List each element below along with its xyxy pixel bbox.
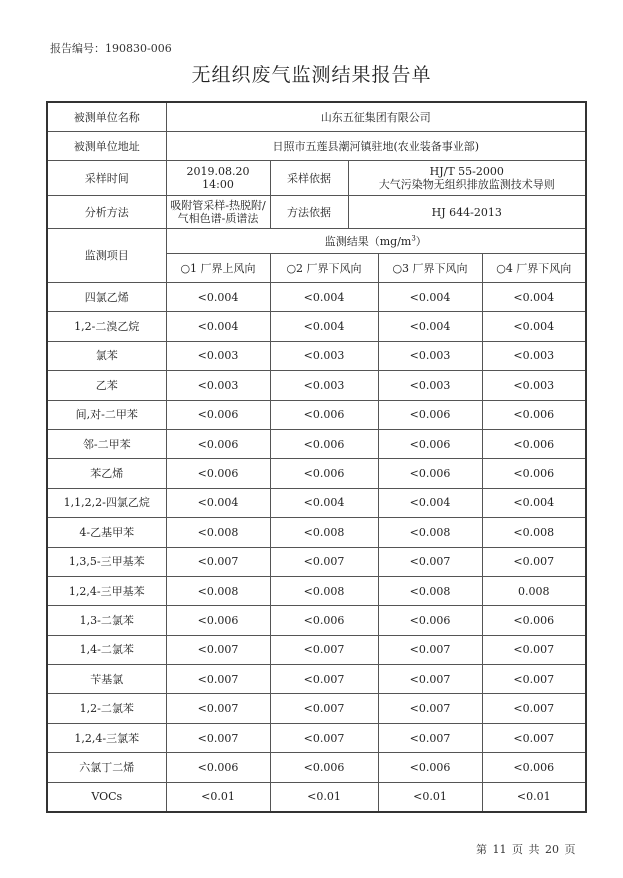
sampling-time-value: 2019.08.20 14:00 — [166, 161, 270, 196]
result-value: <0.007 — [166, 635, 270, 664]
result-value: <0.007 — [166, 723, 270, 752]
result-value: <0.004 — [482, 283, 586, 312]
table-row — [47, 488, 586, 517]
table-row — [47, 283, 586, 312]
result-value: <0.007 — [166, 547, 270, 576]
result-header-sup: 3 — [411, 233, 416, 242]
result-value: <0.007 — [378, 723, 482, 752]
result-value: <0.006 — [378, 400, 482, 429]
sampling-basis-label: 采样依据 — [270, 161, 348, 196]
analysis-method-label: 分析方法 — [47, 196, 166, 229]
result-value: <0.007 — [270, 635, 378, 664]
result-value: <0.006 — [270, 459, 378, 488]
table-row — [47, 782, 586, 812]
result-value: <0.003 — [270, 341, 378, 370]
table-row — [47, 694, 586, 723]
result-value: <0.008 — [378, 576, 482, 605]
item-name: 1,3-二氯苯 — [47, 606, 166, 635]
result-value: <0.006 — [482, 753, 586, 782]
item-name: 1,1,2,2-四氯乙烷 — [47, 488, 166, 517]
item-name: 1,2,4-三甲基苯 — [47, 576, 166, 605]
table-row — [47, 518, 586, 547]
page-footer: 第 11 页 共 20 页 — [476, 843, 576, 856]
item-name: 1,2,4-三氯苯 — [47, 723, 166, 752]
result-value: <0.007 — [378, 665, 482, 694]
sampling-time-label: 采样时间 — [47, 161, 166, 196]
result-value: <0.008 — [166, 518, 270, 547]
result-value: <0.004 — [270, 312, 378, 341]
result-value: <0.004 — [482, 488, 586, 517]
result-value: <0.01 — [482, 782, 586, 812]
result-value: <0.006 — [482, 429, 586, 458]
column-header-4: ○4 厂界下风向 — [482, 254, 586, 283]
result-value: <0.004 — [270, 488, 378, 517]
result-value: <0.004 — [166, 488, 270, 517]
result-header-end: ） — [415, 234, 427, 248]
result-value: <0.003 — [270, 371, 378, 400]
column-header-2: ○2 厂界下风向 — [270, 254, 378, 283]
result-value: <0.007 — [270, 665, 378, 694]
table-row — [47, 459, 586, 488]
row-unit-address — [47, 132, 586, 161]
result-value: <0.007 — [378, 694, 482, 723]
unit-name-value: 山东五征集团有限公司 — [166, 102, 586, 132]
result-value: <0.007 — [378, 635, 482, 664]
table-row — [47, 341, 586, 370]
result-value: <0.006 — [270, 400, 378, 429]
analysis-method-value: 吸附管采样-热脱附/气相色谱-质谱法 — [166, 196, 270, 229]
monitoring-report-table — [46, 101, 587, 813]
result-value: <0.01 — [378, 782, 482, 812]
result-value: <0.003 — [166, 341, 270, 370]
result-value: 0.008 — [482, 576, 586, 605]
result-value: <0.007 — [270, 723, 378, 752]
row-results-header — [47, 229, 586, 254]
table-row — [47, 723, 586, 752]
sampling-basis-line2: 大气污染物无组织排放监测技术导则 — [378, 178, 555, 191]
method-basis-label: 方法依据 — [270, 196, 348, 229]
result-value: <0.006 — [166, 400, 270, 429]
item-name: 4-乙基甲苯 — [47, 518, 166, 547]
table-row — [47, 371, 586, 400]
result-value: <0.008 — [378, 518, 482, 547]
row-sampling — [47, 161, 586, 196]
result-value: <0.01 — [270, 782, 378, 812]
unit-name-label: 被测单位名称 — [47, 102, 166, 132]
report-number: 报告编号：190830-006 — [50, 42, 172, 55]
result-value: <0.006 — [378, 753, 482, 782]
method-basis-value: HJ 644-2013 — [348, 196, 586, 229]
item-name: 苯乙烯 — [47, 459, 166, 488]
unit-address-label: 被测单位地址 — [47, 132, 166, 161]
result-value: <0.003 — [378, 341, 482, 370]
item-name: 氯苯 — [47, 341, 166, 370]
column-header-3: ○3 厂界下风向 — [378, 254, 482, 283]
item-name: 间,对-二甲苯 — [47, 400, 166, 429]
result-value: <0.006 — [378, 429, 482, 458]
sampling-basis-line1: HJ/T 55-2000 — [429, 165, 504, 178]
item-name: 四氯乙烯 — [47, 283, 166, 312]
result-value: <0.004 — [378, 488, 482, 517]
item-header: 监测项目 — [47, 229, 166, 283]
result-value: <0.006 — [270, 429, 378, 458]
item-name: 1,2-二溴乙烷 — [47, 312, 166, 341]
result-header — [166, 229, 586, 254]
result-value: <0.007 — [482, 665, 586, 694]
result-value: <0.007 — [270, 547, 378, 576]
result-header-text: 监测结果（mg/m — [324, 234, 412, 248]
result-value: <0.004 — [378, 283, 482, 312]
item-name: 1,2-二氯苯 — [47, 694, 166, 723]
column-header-1: ○1 厂界上风向 — [166, 254, 270, 283]
item-name: 邻-二甲苯 — [47, 429, 166, 458]
result-value: <0.004 — [166, 283, 270, 312]
item-name: 1,4-二氯苯 — [47, 635, 166, 664]
result-value: <0.003 — [482, 341, 586, 370]
result-value: <0.007 — [482, 694, 586, 723]
item-name: 1,3,5-三甲基苯 — [47, 547, 166, 576]
result-value: <0.006 — [482, 400, 586, 429]
result-value: <0.003 — [166, 371, 270, 400]
result-value: <0.004 — [378, 312, 482, 341]
table-row — [47, 606, 586, 635]
result-value: <0.007 — [166, 694, 270, 723]
result-value: <0.008 — [270, 518, 378, 547]
result-value: <0.007 — [378, 547, 482, 576]
item-name: 苄基氯 — [47, 665, 166, 694]
result-value: <0.008 — [482, 518, 586, 547]
result-value: <0.004 — [166, 312, 270, 341]
table-row — [47, 400, 586, 429]
result-value: <0.007 — [166, 665, 270, 694]
result-value: <0.008 — [166, 576, 270, 605]
unit-address-value: 日照市五莲县潮河镇驻地(农业装备事业部) — [166, 132, 586, 161]
result-value: <0.003 — [378, 371, 482, 400]
table-row — [47, 547, 586, 576]
sampling-basis-value — [348, 161, 586, 196]
page-title: 无组织废气监测结果报告单 — [191, 64, 432, 86]
result-value: <0.006 — [482, 606, 586, 635]
result-value: <0.004 — [482, 312, 586, 341]
result-value: <0.006 — [378, 606, 482, 635]
row-analysis — [47, 196, 586, 229]
result-value: <0.007 — [482, 635, 586, 664]
row-unit-name — [47, 102, 586, 132]
item-name: 六氯丁二烯 — [47, 753, 166, 782]
table-row — [47, 312, 586, 341]
item-name: 乙苯 — [47, 371, 166, 400]
result-value: <0.007 — [482, 723, 586, 752]
table-row — [47, 665, 586, 694]
result-value: <0.004 — [270, 283, 378, 312]
table-row — [47, 635, 586, 664]
result-value: <0.006 — [166, 606, 270, 635]
result-value: <0.003 — [482, 371, 586, 400]
result-value: <0.006 — [166, 429, 270, 458]
result-value: <0.008 — [270, 576, 378, 605]
table-row — [47, 429, 586, 458]
result-value: <0.006 — [166, 753, 270, 782]
result-value: <0.006 — [482, 459, 586, 488]
result-value: <0.006 — [270, 606, 378, 635]
result-value: <0.01 — [166, 782, 270, 812]
result-value: <0.006 — [270, 753, 378, 782]
result-value: <0.006 — [166, 459, 270, 488]
table-row — [47, 576, 586, 605]
result-value: <0.006 — [378, 459, 482, 488]
item-name: VOCs — [47, 782, 166, 812]
result-value: <0.007 — [270, 694, 378, 723]
result-value: <0.007 — [482, 547, 586, 576]
table-row — [47, 753, 586, 782]
